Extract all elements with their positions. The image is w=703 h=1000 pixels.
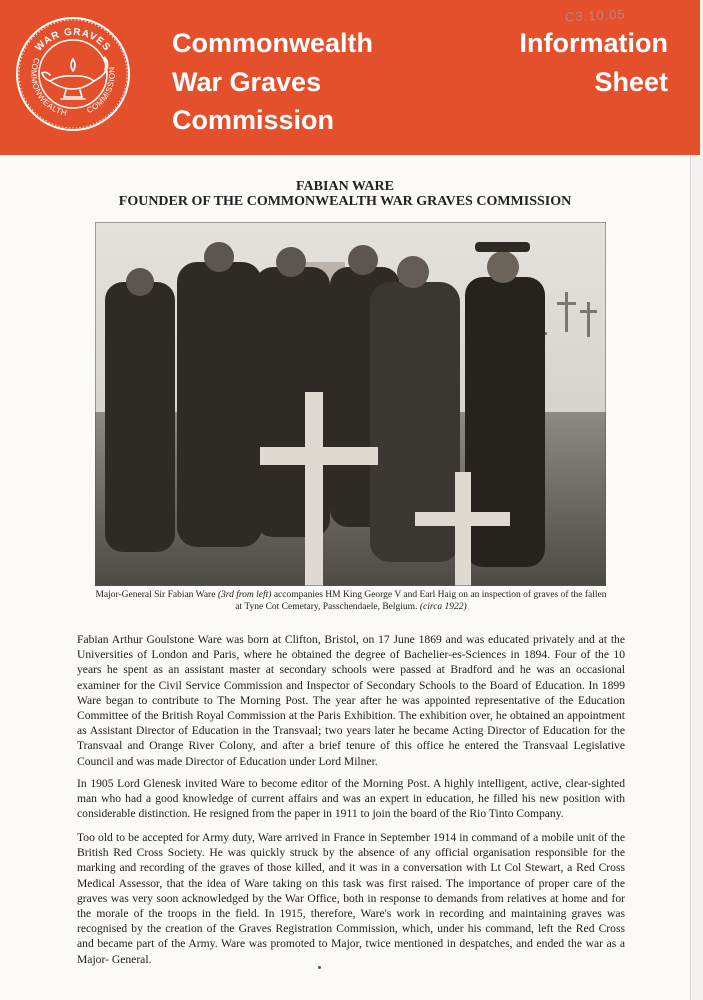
seal-text-right: COMMISSION bbox=[85, 65, 117, 116]
lamp-icon bbox=[42, 57, 108, 99]
caption-text-a: Major-General Sir Fabian Ware bbox=[95, 590, 218, 600]
body-paragraph-1: Fabian Arthur Goulstone Ware was born at Clifton, Bristol, on 17 June 1869 and was educated privately and at the Universities of London and Paris, where he obtained the degree of Bachelier-es-Sciences in 1894. Four of the 10 years he spent as an assistant master at secondary schools were passed at Bradford and he was an occasional examiner for the Civil Service Commission and Inspector of Secondary Schools to the Board of Education. In 1899 Ware began to contribute to The Morning Post. The year after he was appointed representative of the Education Committee of the British Royal Commission at the Paris Exhibition. The exhibition over, he obtained an appointment as Assistant Director of Education in the Transvaal; two years later he became Acting Director of Education for the Transvaal and Orange River Colony, and after a brief tenure of this office he entered the Transvaal Legislative Council and was made Director of Education under Lord Milner. bbox=[77, 633, 625, 768]
handwritten-reference: C3.10.05 bbox=[564, 6, 627, 25]
org-line-1: Commonwealth bbox=[172, 28, 374, 58]
header-banner bbox=[0, 0, 700, 155]
photo-caption bbox=[92, 589, 610, 613]
svg-text:COMMISSION bbox=[85, 66, 116, 115]
caption-text-b: (3rd from left) bbox=[217, 590, 272, 600]
body-paragraph-3: Too old to be accepted for Army duty, Ware arrived in France in September 1914 in command of a mobile unit of the British Red Cross Society. He was quickly struck by the absence of any official organisation responsible for the marking and recording of the graves of those killed, and it was in a conversation with Lt Col Stewart, a Red Cross Medical Assessor, that the idea of Ware taking on this task was first raised. The importance of proper care of the graves was very soon acknowledged by the War Office, both in response to demands from relatives at home and for the morale of the troops in the field. In 1915, therefore, Ware's work in recording and maintaining graves was recognised by the creation of the Graves Registration Commission, which, under his command, left the Red Cross and became part of the Army. Ware was promoted to Major, twice mentioned in despatches, and ended the war as a Major- General. bbox=[77, 831, 625, 966]
sheet-label-line-2: Sheet bbox=[594, 66, 668, 97]
body-paragraph-2: In 1905 Lord Glenesk invited Ware to become editor of the Morning Post. A highly intelligent, active, clear-sighted man who had a good knowledge of current affairs and was an expert in education, he filled his new position with considerable distinction. He resigned from the paper in 1911 to join the board of the Rio Tinto Company. bbox=[77, 777, 625, 821]
historic-photograph bbox=[95, 222, 606, 586]
sheet-label-line-1: Information bbox=[519, 28, 668, 58]
caption-text-d: (circa 1922) bbox=[419, 602, 467, 612]
organisation-name bbox=[172, 24, 373, 140]
seal-text-top: WAR GRAVES bbox=[33, 26, 113, 54]
document-title: FABIAN WARE bbox=[296, 179, 394, 194]
page-mark bbox=[318, 966, 321, 969]
caption-text-c: accompanies HM King George V and Earl Haig on an inspection of graves of the fallen at Tyne Cot Cemetary, Passchendaele, Belgium. bbox=[235, 590, 607, 612]
cwgc-seal-logo bbox=[14, 15, 132, 133]
document-subtitle: FOUNDER OF THE COMMONWEALTH WAR GRAVES COMMISSION bbox=[118, 194, 572, 209]
org-line-2: War Graves bbox=[172, 66, 322, 97]
seal-text-left: COMMONWEALTH bbox=[29, 56, 69, 118]
information-sheet-label bbox=[520, 24, 669, 101]
org-line-3: Commission bbox=[172, 105, 335, 135]
